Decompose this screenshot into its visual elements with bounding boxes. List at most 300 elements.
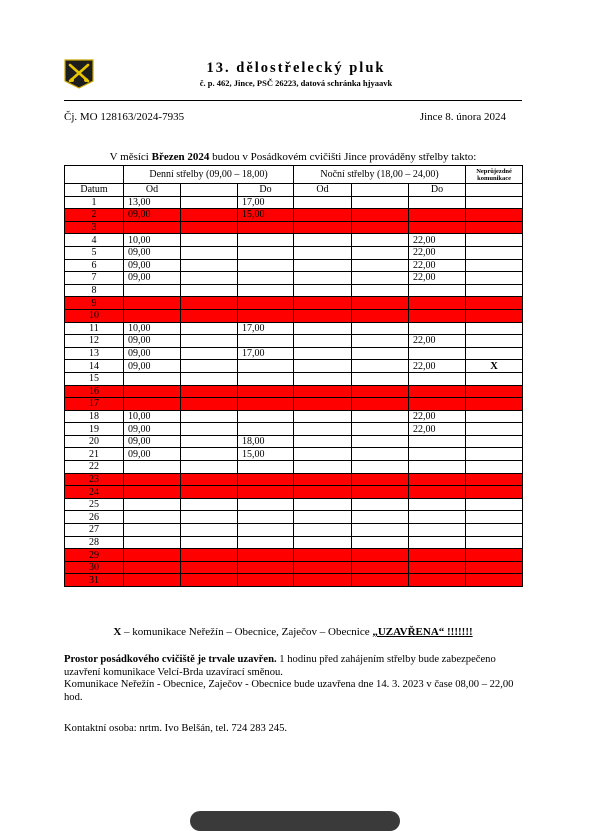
night-to-cell	[409, 347, 466, 360]
night-to-cell: 22,00	[409, 234, 466, 247]
night-blank-cell	[352, 498, 409, 511]
night-from-cell	[294, 410, 352, 423]
date-cell: 26	[65, 511, 124, 524]
closed-road-cell	[466, 297, 523, 310]
day-blank-cell	[181, 234, 238, 247]
day-blank-cell	[181, 196, 238, 209]
day-blank-cell	[181, 498, 238, 511]
day-from-cell	[124, 498, 181, 511]
header-roads-blank	[466, 184, 523, 197]
day-to-cell	[238, 272, 294, 285]
night-to-cell	[409, 309, 466, 322]
day-to-cell	[238, 284, 294, 297]
day-from-cell: 09,00	[124, 423, 181, 436]
day-from-cell: 09,00	[124, 335, 181, 348]
night-to-cell	[409, 524, 466, 537]
closed-road-cell	[466, 284, 523, 297]
intro-sentence	[64, 151, 522, 163]
table-row	[65, 486, 523, 499]
date-cell: 7	[65, 272, 124, 285]
closed-road-cell: X	[466, 360, 523, 373]
night-blank-cell	[352, 209, 409, 222]
day-from-cell	[124, 511, 181, 524]
night-from-cell	[294, 536, 352, 549]
closed-road-cell	[466, 398, 523, 411]
closed-road-cell	[466, 259, 523, 272]
table-row	[65, 536, 523, 549]
night-blank-cell	[352, 347, 409, 360]
closed-road-cell	[466, 498, 523, 511]
date-cell: 11	[65, 322, 124, 335]
day-to-cell	[238, 461, 294, 474]
contact-person: Kontaktní osoba: nrtm. Ivo Belšán, tel. 724 283 245.	[64, 723, 288, 734]
night-blank-cell	[352, 385, 409, 398]
day-to-cell	[238, 549, 294, 562]
header-night-to: Do	[409, 184, 466, 197]
date-cell: 14	[65, 360, 124, 373]
date-cell: 1	[65, 196, 124, 209]
day-from-cell	[124, 309, 181, 322]
table-row	[65, 435, 523, 448]
closed-road-cell	[466, 347, 523, 360]
night-from-cell	[294, 335, 352, 348]
day-blank-cell	[181, 322, 238, 335]
night-from-cell	[294, 322, 352, 335]
date-cell: 19	[65, 423, 124, 436]
day-blank-cell	[181, 448, 238, 461]
night-blank-cell	[352, 259, 409, 272]
reference-number: Čj. MO 128163/2024-7935	[64, 111, 185, 123]
date-cell: 8	[65, 284, 124, 297]
day-blank-cell	[181, 524, 238, 537]
closed-road-cell	[466, 272, 523, 285]
night-from-cell	[294, 498, 352, 511]
night-blank-cell	[352, 322, 409, 335]
night-to-cell	[409, 221, 466, 234]
night-blank-cell	[352, 221, 409, 234]
day-from-cell	[124, 486, 181, 499]
night-to-cell: 22,00	[409, 272, 466, 285]
night-to-cell: 22,00	[409, 410, 466, 423]
night-from-cell	[294, 486, 352, 499]
day-to-cell	[238, 335, 294, 348]
night-blank-cell	[352, 461, 409, 474]
day-from-cell: 13,00	[124, 196, 181, 209]
table-row	[65, 246, 523, 259]
date-cell: 28	[65, 536, 124, 549]
viewer-toolbar[interactable]	[190, 811, 400, 831]
night-blank-cell	[352, 297, 409, 310]
night-from-cell	[294, 574, 352, 587]
day-blank-cell	[181, 272, 238, 285]
day-from-cell	[124, 284, 181, 297]
day-blank-cell	[181, 297, 238, 310]
table-row	[65, 448, 523, 461]
night-blank-cell	[352, 448, 409, 461]
day-blank-cell	[181, 209, 238, 222]
legend-mark: X	[113, 626, 122, 638]
night-to-cell: 22,00	[409, 335, 466, 348]
header-divider	[64, 100, 522, 101]
day-from-cell: 09,00	[124, 360, 181, 373]
notice-text-1: 1 hodinu před zahájením střelby bude zabezpečeno uzavření komunikace Velcí-Brda uzavírací směnou.	[64, 654, 496, 678]
firing-schedule-table	[64, 165, 523, 587]
night-from-cell	[294, 423, 352, 436]
night-from-cell	[294, 221, 352, 234]
night-from-cell	[294, 360, 352, 373]
night-from-cell	[294, 209, 352, 222]
notice-paragraph	[64, 654, 526, 704]
day-to-cell	[238, 309, 294, 322]
table-row	[65, 322, 523, 335]
closed-road-cell	[466, 435, 523, 448]
day-blank-cell	[181, 284, 238, 297]
night-to-cell	[409, 561, 466, 574]
date-cell: 15	[65, 372, 124, 385]
day-blank-cell	[181, 246, 238, 259]
date-cell: 21	[65, 448, 124, 461]
day-blank-cell	[181, 511, 238, 524]
night-to-cell	[409, 435, 466, 448]
day-from-cell: 09,00	[124, 448, 181, 461]
date-cell: 6	[65, 259, 124, 272]
day-to-cell: 17,00	[238, 322, 294, 335]
day-blank-cell	[181, 410, 238, 423]
day-to-cell	[238, 221, 294, 234]
table-row	[65, 410, 523, 423]
day-to-cell	[238, 536, 294, 549]
night-to-cell	[409, 398, 466, 411]
night-from-cell	[294, 347, 352, 360]
day-to-cell	[238, 511, 294, 524]
day-from-cell	[124, 536, 181, 549]
day-from-cell: 09,00	[124, 259, 181, 272]
header-day-from: Od	[124, 184, 181, 197]
date-cell: 2	[65, 209, 124, 222]
day-to-cell	[238, 372, 294, 385]
day-from-cell: 09,00	[124, 347, 181, 360]
regiment-title: 13. dělostřelecký pluk	[206, 60, 386, 76]
night-from-cell	[294, 272, 352, 285]
header-night-blank	[352, 184, 409, 197]
table-row	[65, 385, 523, 398]
night-blank-cell	[352, 196, 409, 209]
closed-road-cell	[466, 486, 523, 499]
night-to-cell	[409, 385, 466, 398]
day-to-cell	[238, 385, 294, 398]
closed-road-cell	[466, 335, 523, 348]
night-from-cell	[294, 524, 352, 537]
header-night-firing: Noční střelby (18,00 – 24,00)	[294, 166, 466, 184]
night-blank-cell	[352, 309, 409, 322]
table-row	[65, 372, 523, 385]
night-from-cell	[294, 259, 352, 272]
closed-road-cell	[466, 574, 523, 587]
night-from-cell	[294, 398, 352, 411]
day-blank-cell	[181, 347, 238, 360]
night-to-cell	[409, 498, 466, 511]
night-from-cell	[294, 284, 352, 297]
day-from-cell	[124, 561, 181, 574]
night-blank-cell	[352, 486, 409, 499]
day-to-cell	[238, 297, 294, 310]
table-header-row-2	[65, 184, 523, 197]
day-from-cell	[124, 385, 181, 398]
closed-road-cell	[466, 322, 523, 335]
day-blank-cell	[181, 435, 238, 448]
night-blank-cell	[352, 398, 409, 411]
day-to-cell: 18,00	[238, 435, 294, 448]
night-blank-cell	[352, 360, 409, 373]
table-row	[65, 272, 523, 285]
night-to-cell	[409, 461, 466, 474]
closed-road-cell	[466, 549, 523, 562]
night-to-cell: 22,00	[409, 423, 466, 436]
closed-road-cell	[466, 221, 523, 234]
table-row	[65, 423, 523, 436]
table-row	[65, 461, 523, 474]
day-to-cell	[238, 524, 294, 537]
table-row	[65, 574, 523, 587]
night-blank-cell	[352, 410, 409, 423]
day-from-cell: 09,00	[124, 272, 181, 285]
date-cell: 3	[65, 221, 124, 234]
day-to-cell	[238, 246, 294, 259]
night-to-cell	[409, 372, 466, 385]
header-closed-roads: Neprůjezdné komunikace	[466, 166, 523, 184]
night-from-cell	[294, 473, 352, 486]
night-blank-cell	[352, 234, 409, 247]
night-to-cell	[409, 473, 466, 486]
night-blank-cell	[352, 549, 409, 562]
night-blank-cell	[352, 372, 409, 385]
header-day-to: Do	[238, 184, 294, 197]
table-row	[65, 398, 523, 411]
day-to-cell: 15,00	[238, 209, 294, 222]
day-blank-cell	[181, 423, 238, 436]
night-blank-cell	[352, 536, 409, 549]
day-from-cell	[124, 574, 181, 587]
night-from-cell	[294, 511, 352, 524]
night-to-cell	[409, 486, 466, 499]
closed-road-cell	[466, 473, 523, 486]
date-cell: 31	[65, 574, 124, 587]
day-blank-cell	[181, 536, 238, 549]
day-to-cell	[238, 561, 294, 574]
day-from-cell: 09,00	[124, 209, 181, 222]
table-row	[65, 259, 523, 272]
table-row	[65, 347, 523, 360]
night-to-cell: 22,00	[409, 259, 466, 272]
day-from-cell	[124, 221, 181, 234]
table-row	[65, 511, 523, 524]
day-blank-cell	[181, 574, 238, 587]
table-row	[65, 549, 523, 562]
night-to-cell	[409, 209, 466, 222]
day-from-cell	[124, 297, 181, 310]
date-cell: 10	[65, 309, 124, 322]
night-blank-cell	[352, 272, 409, 285]
night-blank-cell	[352, 511, 409, 524]
day-blank-cell	[181, 309, 238, 322]
day-blank-cell	[181, 486, 238, 499]
day-from-cell: 10,00	[124, 322, 181, 335]
date-cell: 22	[65, 461, 124, 474]
night-from-cell	[294, 372, 352, 385]
date-cell: 4	[65, 234, 124, 247]
header-empty-cell	[65, 166, 124, 184]
day-blank-cell	[181, 221, 238, 234]
closed-road-cell	[466, 309, 523, 322]
date-cell: 12	[65, 335, 124, 348]
day-from-cell	[124, 473, 181, 486]
night-to-cell	[409, 284, 466, 297]
day-blank-cell	[181, 259, 238, 272]
night-blank-cell	[352, 574, 409, 587]
table-row	[65, 196, 523, 209]
day-from-cell: 09,00	[124, 246, 181, 259]
day-to-cell	[238, 574, 294, 587]
notice-bold: Prostor posádkového cvičiště je trvale uzavřen.	[64, 654, 277, 665]
date-cell: 18	[65, 410, 124, 423]
closed-road-cell	[466, 385, 523, 398]
day-to-cell	[238, 486, 294, 499]
day-from-cell	[124, 398, 181, 411]
date-cell: 27	[65, 524, 124, 537]
date-cell: 9	[65, 297, 124, 310]
night-to-cell	[409, 448, 466, 461]
day-blank-cell	[181, 360, 238, 373]
night-to-cell: 22,00	[409, 360, 466, 373]
date-cell: 17	[65, 398, 124, 411]
document-date: Jince 8. února 2024	[419, 111, 506, 123]
day-from-cell	[124, 461, 181, 474]
night-blank-cell	[352, 473, 409, 486]
day-to-cell: 15,00	[238, 448, 294, 461]
table-row	[65, 360, 523, 373]
night-from-cell	[294, 309, 352, 322]
date-cell: 29	[65, 549, 124, 562]
night-blank-cell	[352, 435, 409, 448]
closed-road-cell	[466, 423, 523, 436]
night-blank-cell	[352, 335, 409, 348]
day-from-cell	[124, 549, 181, 562]
day-to-cell	[238, 498, 294, 511]
header-day-firing: Denní střelby (09,00 – 18,00)	[124, 166, 294, 184]
regiment-address: č. p. 462, Jince, PSČ 26223, datová schránka hjyaavk	[199, 78, 393, 88]
intro-after: budou v Posádkovém cvičišti Jince prováděny střelby takto:	[209, 151, 477, 163]
day-to-cell: 17,00	[238, 196, 294, 209]
closed-road-cell	[466, 536, 523, 549]
header-day-blank	[181, 184, 238, 197]
table-row	[65, 498, 523, 511]
day-blank-cell	[181, 385, 238, 398]
day-blank-cell	[181, 561, 238, 574]
intro-month: Březen 2024	[151, 151, 210, 163]
night-blank-cell	[352, 423, 409, 436]
day-blank-cell	[181, 473, 238, 486]
date-cell: 25	[65, 498, 124, 511]
closed-road-cell	[466, 511, 523, 524]
night-blank-cell	[352, 246, 409, 259]
date-cell: 16	[65, 385, 124, 398]
night-blank-cell	[352, 524, 409, 537]
closed-road-cell	[466, 234, 523, 247]
day-from-cell: 09,00	[124, 435, 181, 448]
day-to-cell	[238, 259, 294, 272]
night-from-cell	[294, 435, 352, 448]
date-cell: 23	[65, 473, 124, 486]
day-from-cell: 10,00	[124, 234, 181, 247]
day-blank-cell	[181, 461, 238, 474]
table-row	[65, 297, 523, 310]
day-to-cell: 17,00	[238, 347, 294, 360]
night-to-cell	[409, 536, 466, 549]
legend-text: – komunikace Neřežín – Obecnice, Zaječov – Obecnice	[121, 626, 373, 638]
closed-road-cell	[466, 372, 523, 385]
night-to-cell	[409, 511, 466, 524]
closed-road-cell	[466, 448, 523, 461]
date-cell: 20	[65, 435, 124, 448]
table-row	[65, 561, 523, 574]
night-to-cell: 22,00	[409, 246, 466, 259]
table-row	[65, 234, 523, 247]
night-from-cell	[294, 234, 352, 247]
table-row	[65, 309, 523, 322]
closed-road-cell	[466, 196, 523, 209]
date-cell: 24	[65, 486, 124, 499]
night-to-cell	[409, 549, 466, 562]
night-to-cell	[409, 196, 466, 209]
night-from-cell	[294, 461, 352, 474]
night-blank-cell	[352, 284, 409, 297]
table-row	[65, 284, 523, 297]
table-row	[65, 473, 523, 486]
notice-text-2: Komunikace Neřežín - Obecnice, Zaječov - Obecnice bude uzavřena dne 14. 3. 2023 v čase 08,00 – 22,00 hod.	[64, 679, 514, 703]
date-cell: 13	[65, 347, 124, 360]
day-to-cell	[238, 410, 294, 423]
night-to-cell	[409, 322, 466, 335]
date-cell: 30	[65, 561, 124, 574]
legend-closed: „UZAVŘENA“ !!!!!!!	[372, 626, 473, 638]
table-row	[65, 209, 523, 222]
night-to-cell	[409, 297, 466, 310]
day-blank-cell	[181, 398, 238, 411]
night-from-cell	[294, 385, 352, 398]
header-date: Datum	[65, 184, 124, 197]
day-to-cell	[238, 398, 294, 411]
night-from-cell	[294, 246, 352, 259]
night-to-cell	[409, 574, 466, 587]
day-from-cell	[124, 372, 181, 385]
day-blank-cell	[181, 372, 238, 385]
night-from-cell	[294, 297, 352, 310]
day-blank-cell	[181, 335, 238, 348]
night-from-cell	[294, 561, 352, 574]
day-blank-cell	[181, 549, 238, 562]
closed-road-cell	[466, 209, 523, 222]
closed-road-cell	[466, 561, 523, 574]
night-blank-cell	[352, 561, 409, 574]
day-to-cell	[238, 423, 294, 436]
table-row	[65, 221, 523, 234]
day-to-cell	[238, 360, 294, 373]
intro-before: V měsíci	[109, 151, 152, 163]
day-to-cell	[238, 234, 294, 247]
closed-road-cell	[466, 246, 523, 259]
night-from-cell	[294, 549, 352, 562]
closed-road-cell	[466, 524, 523, 537]
